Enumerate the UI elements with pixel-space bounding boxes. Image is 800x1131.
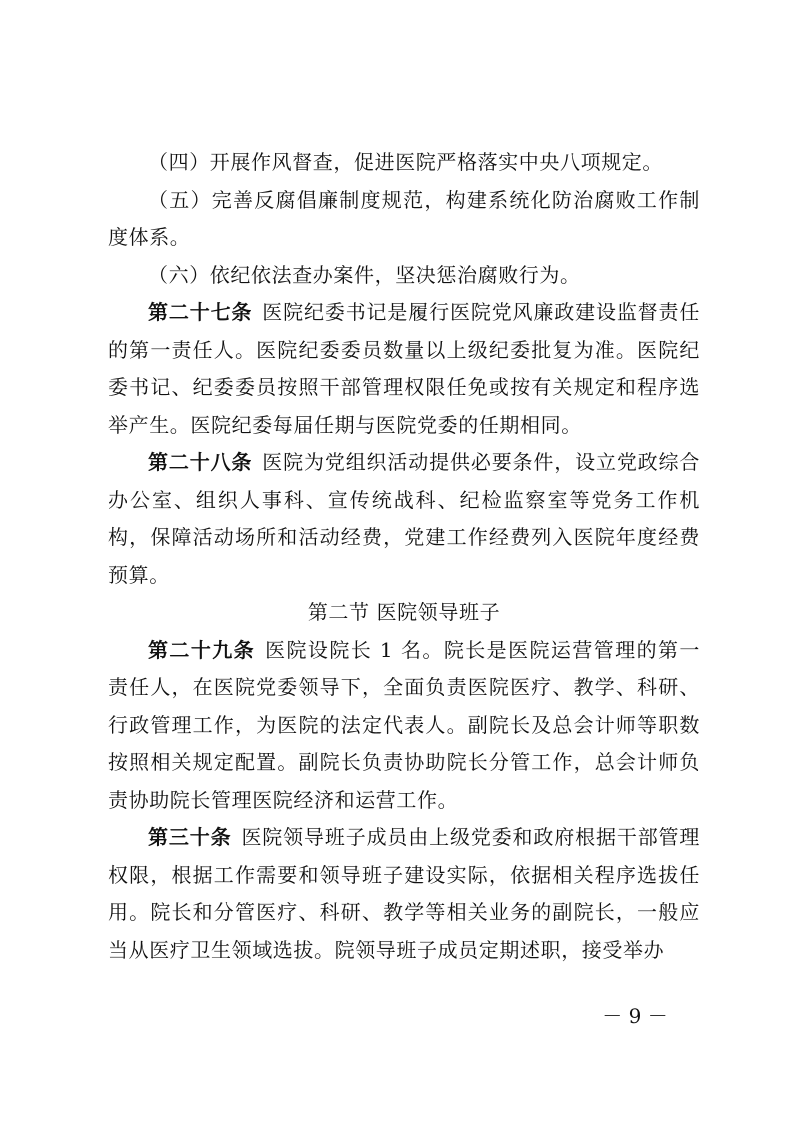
section-heading: 第二节 医院领导班子 — [307, 600, 501, 624]
paragraph-item-5 — [108, 182, 700, 257]
article-text: 医院领导班子成员由上级党委和政府根据干部管理权限，根据工作需要和领导班子建设实际，依据相关程序选拔任用。院长和分管医疗、科研、教学等相关业务的副院长，一般应当从医疗卫生领域选拔。院领导班子成员定期述职，接受举办 — [108, 825, 701, 962]
article-30 — [108, 819, 700, 969]
document-body — [108, 144, 700, 969]
article-title: 第二十八条 — [148, 450, 253, 474]
article-29 — [108, 632, 700, 820]
paragraph-item-4 — [108, 144, 700, 182]
paragraph-text: （六）依纪依法查办案件，坚决惩治腐败行为。 — [148, 262, 581, 287]
article-title: 第二十九条 — [148, 637, 256, 662]
article-text: 医院设院长 1 名。院长是医院运营管理的第一责任人，在医院党委领导下，全面负责医院医疗、教学、科研、行政管理工作，为医院的法定代表人。副院长及总会计师等职数按照相关规定配置。副院长负责协助院长分管工作，总会计师负责协助院长管理医院经济和运营工作。 — [108, 637, 701, 812]
paragraph-item-6 — [108, 257, 700, 295]
page-number: － 9 － — [602, 1004, 668, 1028]
article-title: 第二十七条 — [148, 300, 253, 324]
article-28 — [108, 444, 700, 594]
article-27 — [108, 294, 700, 444]
paragraph-text: （五）完善反腐倡廉制度规范，构建系统化防治腐败工作制度体系。 — [108, 187, 700, 249]
article-title: 第三十条 — [148, 825, 232, 849]
paragraph-text: （四）开展作风督查，促进医院严格落实中央八项规定。 — [148, 150, 663, 174]
article-text: 医院为党组织活动提供必要条件，设立党政综合办公室、组织人事科、宣传统战科、纪检监察室等党务工作机构，保障活动场所和活动经费，党建工作经费列入医院年度经费预算。 — [108, 450, 700, 587]
article-text: 医院纪委书记是履行医院党风廉政建设监督责任的第一责任人。医院纪委委员数量以上级纪委批复为准。医院纪委书记、纪委委员按照干部管理权限任免或按有关规定和程序选举产生。医院纪委每届任期与医院党委的任期相同。 — [108, 300, 700, 437]
